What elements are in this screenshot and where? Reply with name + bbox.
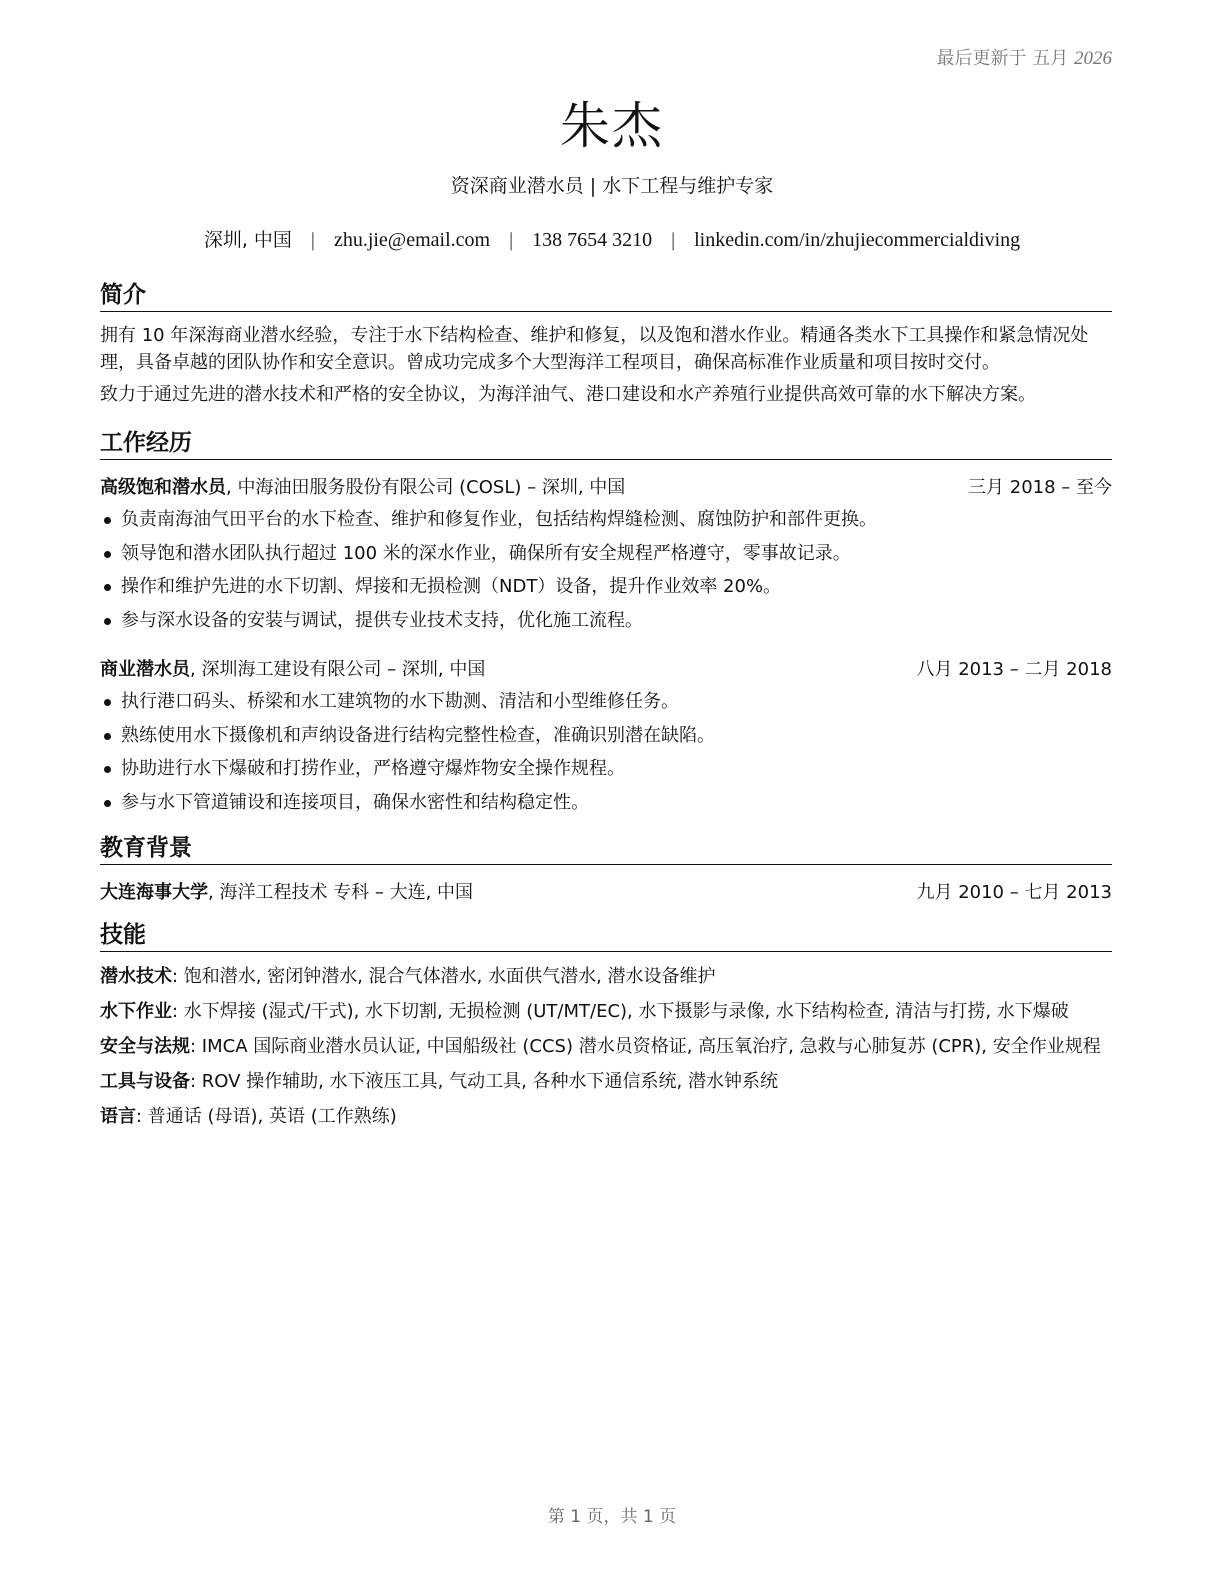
skill-row: [100, 1104, 1112, 1130]
skill-label: 水下作业: [100, 1001, 172, 1022]
section-title-experience: 工作经历: [100, 424, 1112, 460]
job-header: [100, 655, 1112, 681]
education-section: [100, 829, 1112, 904]
contact-separator: |: [671, 229, 676, 251]
section-title-education: 教育背景: [100, 829, 1112, 865]
job-bullet: 操作和维护先进的水下切割、焊接和无损检测（NDT）设备，提升作业效率 20%。: [100, 570, 1112, 604]
skills-section: [100, 916, 1112, 1130]
summary-section: [100, 276, 1112, 408]
candidate-name: 朱杰: [560, 97, 664, 155]
skill-label: 潜水技术: [100, 966, 172, 987]
job-entry: [100, 655, 1112, 819]
skill-label: 安全与法规: [100, 1036, 190, 1057]
summary-paragraph: 致力于通过先进的潜水技术和严格的安全协议，为海洋油气、港口建设和水产养殖行业提供高效可靠的水下解决方案。: [100, 384, 1036, 405]
skill-value: : 水下焊接 (湿式/干式), 水下切割, 无损检测 (UT/MT/EC), 水下摄影与录像, 水下结构检查, 清洁与打捞, 水下爆破: [172, 1001, 1069, 1022]
last-updated-label: 最后更新于 五月: [936, 48, 1069, 69]
skill-row: [100, 964, 1112, 990]
candidate-headline: 资深商业潜水员 | 水下工程与维护专家: [450, 175, 774, 197]
contact-separator: |: [310, 229, 315, 251]
last-updated: [937, 44, 1112, 70]
job-org: , 深圳海工建设有限公司 – 深圳, 中国: [190, 659, 486, 680]
skill-row: [100, 1069, 1112, 1095]
job-bullet: 领导饱和潜水团队执行超过 100 米的深水作业，确保所有安全规程严格遵守，零事故记录。: [100, 537, 1112, 571]
job-title: 高级饱和潜水员: [100, 477, 226, 498]
job-bullets: [100, 503, 1112, 637]
job-bullet: 执行港口码头、桥梁和水工建筑物的水下勘测、清洁和小型维修任务。: [100, 685, 1112, 719]
education-entry: [100, 878, 1112, 904]
skill-value: : IMCA 国际商业潜水员认证, 中国船级社 (CCS) 潜水员资格证, 高压氧治疗, 急救与心肺复苏 (CPR), 安全作业规程: [190, 1036, 1101, 1057]
job-bullet: 负责南海油气田平台的水下检查、维护和修复作业，包括结构焊缝检测、腐蚀防护和部件更换。: [100, 503, 1112, 537]
experience-section: [100, 424, 1112, 819]
skill-value: : ROV 操作辅助, 水下液压工具, 气动工具, 各种水下通信系统, 潜水钟系统: [190, 1071, 778, 1092]
job-dates: 八月 2013 – 二月 2018: [916, 659, 1112, 680]
job-dates: 三月 2018 – 至今: [968, 477, 1112, 498]
skill-value: : 饱和潜水, 密闭钟潜水, 混合气体潜水, 水面供气潜水, 潜水设备维护: [172, 966, 716, 987]
skill-value: : 普通话 (母语), 英语 (工作熟练): [136, 1106, 397, 1127]
job-bullet: 协助进行水下爆破和打捞作业，严格遵守爆炸物安全操作规程。: [100, 752, 1112, 786]
job-org: , 中海油田服务股份有限公司 (COSL) – 深圳, 中国: [226, 477, 626, 498]
summary-paragraph: 拥有 10 年深海商业潜水经验，专注于水下结构检查、维护和修复，以及饱和潜水作业。精通各类水下工具操作和紧急情况处理，具备卓越的团队协作和安全意识。曾成功完成多个大型海洋工程项目，确保高标准作业质量和项目按时交付。: [100, 325, 1089, 373]
section-title-summary: 简介: [100, 276, 1112, 312]
skill-label: 工具与设备: [100, 1071, 190, 1092]
page-footer: 第 1 页，共 1 页: [547, 1507, 677, 1527]
school-name: 大连海事大学: [100, 882, 208, 903]
section-title-skills: 技能: [100, 916, 1112, 952]
skill-label: 语言: [100, 1106, 136, 1127]
contact-line: [0, 225, 1224, 252]
job-bullet: 参与水下管道铺设和连接项目，确保水密性和结构稳定性。: [100, 786, 1112, 820]
job-bullet: 熟练使用水下摄像机和声纳设备进行结构完整性检查，准确识别潜在缺陷。: [100, 719, 1112, 753]
last-updated-year: 2026: [1074, 48, 1112, 69]
job-entry: [100, 473, 1112, 637]
contact-linkedin[interactable]: linkedin.com/in/zhujiecommercialdiving: [694, 229, 1021, 251]
contact-phone[interactable]: 138 7654 3210: [532, 229, 653, 251]
job-title: 商业潜水员: [100, 659, 190, 680]
skill-row: [100, 1034, 1112, 1060]
education-dates: 九月 2010 – 七月 2013: [916, 882, 1112, 903]
job-bullets: [100, 685, 1112, 819]
skill-row: [100, 999, 1112, 1025]
contact-email[interactable]: zhu.jie@email.com: [333, 229, 491, 251]
job-header: [100, 473, 1112, 499]
contact-separator: |: [509, 229, 514, 251]
education-detail: , 海洋工程技术 专科 – 大连, 中国: [208, 882, 474, 903]
contact-location: 深圳, 中国: [203, 229, 292, 251]
job-bullet: 参与深水设备的安装与调试，提供专业技术支持，优化施工流程。: [100, 604, 1112, 638]
